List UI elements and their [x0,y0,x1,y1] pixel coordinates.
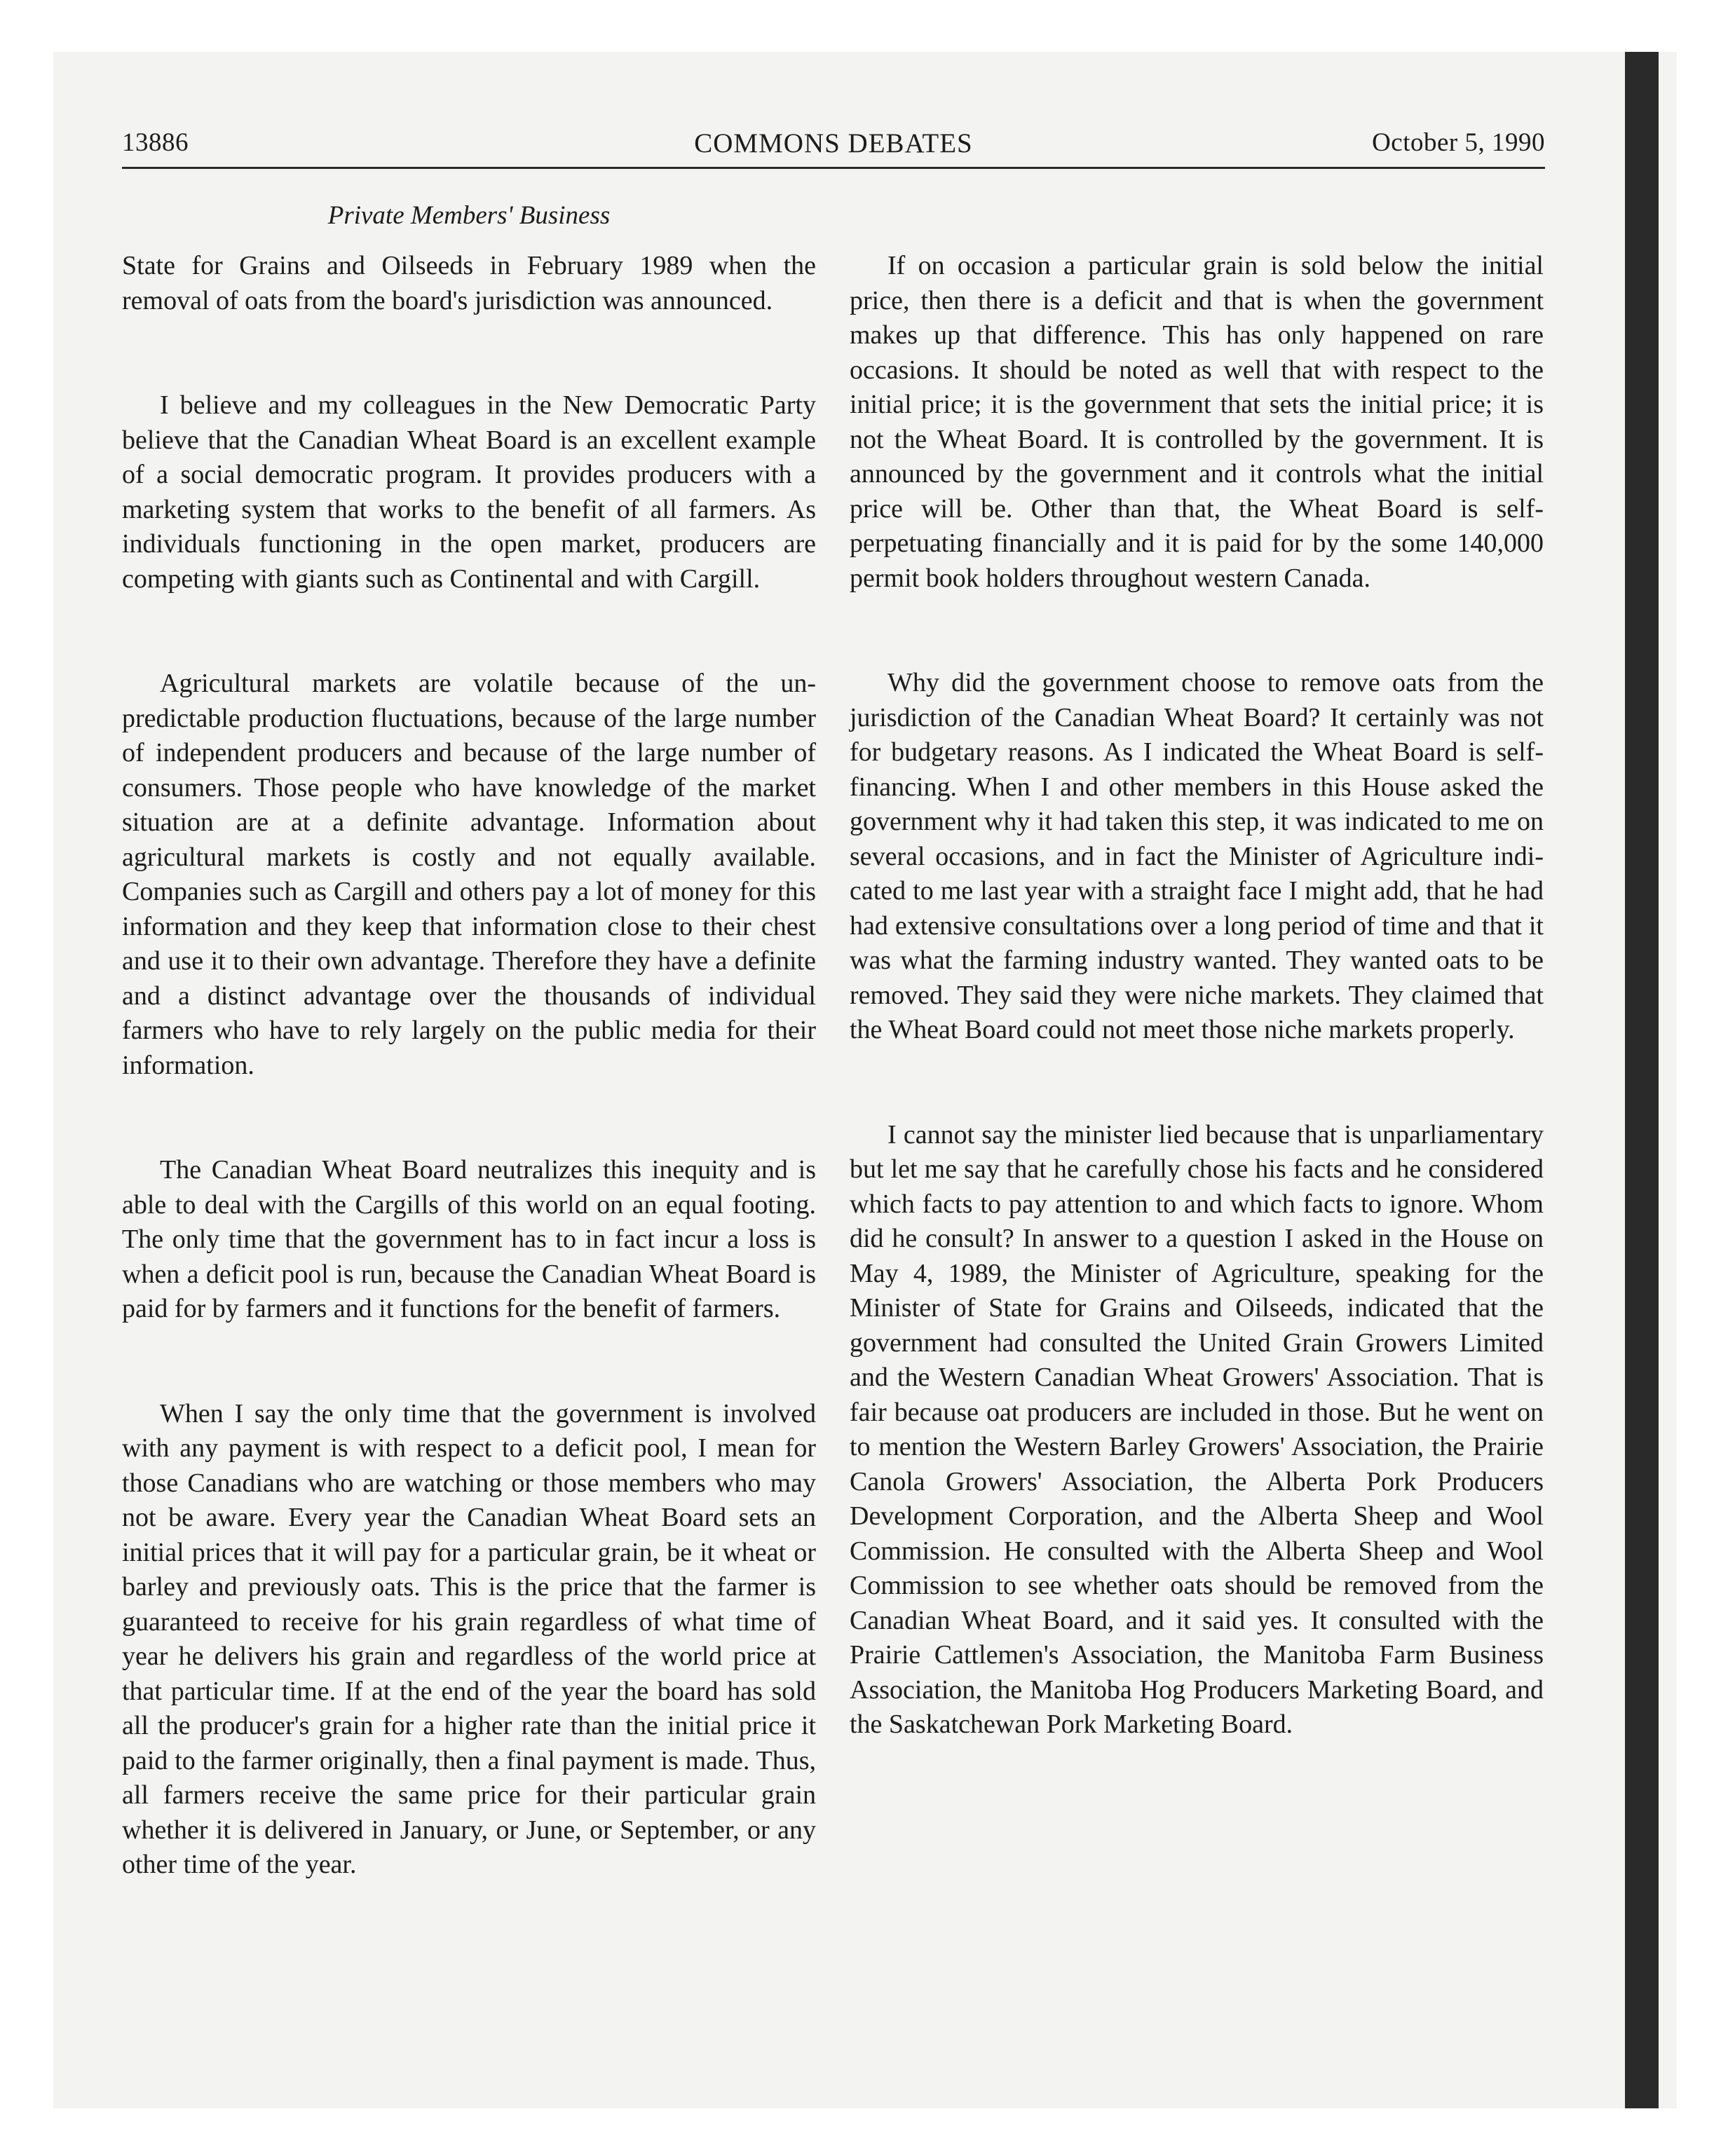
journal-title: COMMONS DEBATES [694,128,973,158]
paragraph: The Canadian Wheat Board neutralizes this inequity and is able to deal with the Cargills of this world on an equal footing. The only time that the government has to in fact incur a loss is when a deficit pool is run, because the Canadian Wheat Board is paid for by farmers and it functions for the benefit of farmers. [122,1155,816,1323]
page-header [122,123,1545,165]
scan-edge-bar [1625,52,1659,2108]
paragraph: Agricultural markets are volatile because of the unpredictable production fluctuations, because of the large number of independent producers and because of the large number of consumers. Those people who have knowledge of the market situation are at a definite advantage. Information about agricultural markets is costly and not equally available. Companies such as Cargill and others pay a lot of money for this information and they keep that information close to their chest and use it to their own advantage. Therefore they have a definite and a distinct advantage over the thousands of individual farmers who have to rely largely on the public media for their information. [122,669,816,1080]
paragraph: If on occasion a particular grain is sold below the initial price, then there is a deficit and that is when the government makes up that difference. This has only happened on rare occasions. It should be noted as well that with respect to the initial price; it is the government that sets the initial price; it is not the Wheat Board. It is controlled by the government. It is announced by the government and it controls what the initial price will be. Other than that, the Wheat Board is self-perpetuating financially and it is paid for by the some 140,000 permit book holders throughout western Canada. [850,251,1544,593]
left-column [122,249,816,1953]
header-rule [122,167,1545,169]
issue-date: October 5, 1990 [1372,128,1545,157]
section-title: Private Members' Business [327,201,611,230]
paragraph: State for Grains and Oilseeds in February 1989 when the removal of oats from the board's jurisdiction was announced. [122,251,816,315]
paragraph: I cannot say the minister lied because that is unparliamentary but let me say that he carefully chose his facts and he considered which facts to pay attention to and which facts to ignore. Whom did he consult? In answer to a question I asked in the House on May 4, 1989, the Minister of Agriculture, speaking for the Minister of State for Grains and Oilseeds, indicated that the government had consulted the United Grain Growers Limited and the Western Canadian Wheat Growers' Association. That is fair because oat producers are included in those. But he went on to mention the Western Barley Growers' Association, the Prairie Canola Growers' Association, the Alberta Pork Producers Development Corporation, and the Alberta Sheep and Wool Commission. He consulted with the Alberta Sheep and Wool Commission to see whether oats should be removed from the Canadian Wheat Board, and it said yes. It consulted with the Prairie Cattlemen's Association, the Manitoba Farm Business Association, the Manitoba Hog Producers Marketing Board, and the Saskatchewan Pork Marketing Board. [850,1119,1544,1739]
paragraph: I believe and my colleagues in the New Democratic Party believe that the Canadian Wheat Board is an excellent example of a social democratic program. It provides producers with a marketing system that works to the benefit of all farmers. As individuals functioning in the open market, producers are competing with giants such as Continental and with Cargill. [122,390,816,594]
page-number: 13886 [122,128,189,157]
paragraph: When I say the only time that the government is involved with any payment is with respect to a deficit pool, I mean for those Canadians who are watching or those members who may not be aware. Every year the Canadian Wheat Board sets an initial prices that it will pay for a particular grain, be it wheat or barley and previously oats. This is the price that the farmer is guaranteed to receive for his grain regardless of what time of year he delivers his grain and regardless of the world price at that particular time. If at the end of the year the board has sold all the producer's grain for a higher rate than the initial price it paid to the farmer originally, then a final payment is made. Thus, all farmers receive the same price for their particular grain whether it is delivered in January, or June, or September, or any other time of the year. [122,1398,816,1879]
right-column [850,249,1544,1813]
paragraph: Why did the government choose to remove oats from the jurisdiction of the Canadian Wheat Board? It certainly was not for budgetary reasons. As I indicated the Wheat Board is self-financing. When I and other members in this House asked the government why it had taken this step, it was indicated to me on several occasions, and in fact the Minister of Agriculture indicated to me last year with a straight face I might add, that he had had extensive consultations over a long period of time and that it was what the farming industry wanted. They wanted oats to be removed. They said they were niche markets. They claimed that the Wheat Board could not meet those niche markets properly. [850,668,1544,1044]
